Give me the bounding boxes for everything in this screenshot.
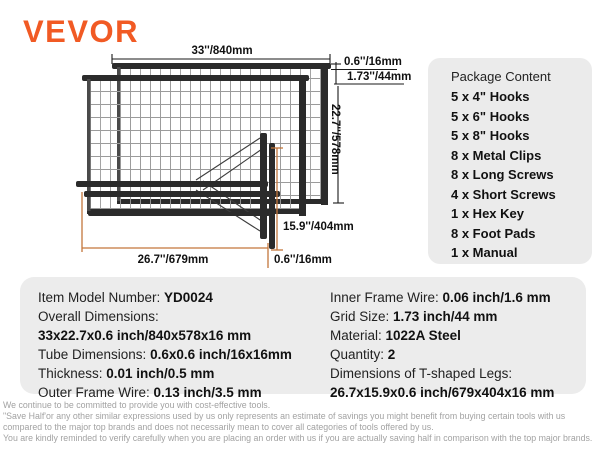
spec-line: 26.7x15.9x0.6 inch/679x404x16 mm: [330, 385, 555, 400]
spec-line: Tube Dimensions: 0.6x0.6 inch/16x16mm: [38, 347, 292, 362]
dim-label-tube-bottom: 0.6''/16mm: [274, 254, 332, 266]
package-item: 1 x Hex Key: [451, 206, 524, 221]
disclaimer-line: You are kindly reminded to verify carefully when you are placing an order with us if you are actually saving half in comparison with the top major brands.: [3, 433, 593, 443]
package-item: 8 x Long Screws: [451, 167, 554, 182]
package-item: 8 x Foot Pads: [451, 225, 536, 241]
specs-column-left: [38, 288, 330, 402]
disclaimer-text: [3, 400, 599, 444]
specifications-box: [20, 277, 586, 400]
spec-line: Material: 1022A Steel: [330, 328, 461, 343]
spec-line: Grid Size: 1.73 inch/44 mm: [330, 309, 498, 324]
dim-label-top-width: 33''/840mm: [191, 45, 253, 57]
spec-line: 33x22.7x0.6 inch/840x578x16 mm: [38, 328, 252, 343]
disclaimer-line: compared to the major top brands and does not necessarily mean to cover all categories of tools offered by us.: [3, 422, 434, 432]
spec-line: Dimensions of T-shaped Legs:: [330, 366, 513, 381]
spec-line: Overall Dimensions:: [38, 309, 159, 324]
spec-line: Inner Frame Wire: 0.06 inch/1.6 mm: [330, 290, 551, 305]
vevor-logo: VEVOR: [23, 13, 140, 50]
disclaimer-line: "Save Half'or any other similar expressions used by us only represents an estimate of savings you might benefit from buying certain tools with us: [3, 411, 566, 421]
dim-label-tube-top: 0.6''/16mm: [344, 56, 402, 68]
package-item: 5 x 8" Hooks: [451, 128, 530, 143]
dim-label-grid-size: 1.73''/44mm: [347, 70, 412, 83]
package-content-box: [428, 58, 592, 264]
package-item: 5 x 4" Hooks: [451, 89, 530, 104]
disclaimer-line: We continue to be committed to provide you with cost-effective tools.: [3, 400, 271, 410]
spec-line: Outer Frame Wire: 0.13 inch/3.5 mm: [38, 385, 262, 400]
package-item: 8 x Metal Clips: [451, 147, 542, 163]
spec-line: Thickness: 0.01 inch/0.5 mm: [38, 366, 215, 381]
spec-line: Quantity: 2: [330, 347, 396, 362]
package-item: 1 x Manual: [451, 245, 518, 260]
dim-label-leg-length: 26.7''/679mm: [137, 254, 209, 266]
spec-line: Item Model Number: YD0024: [38, 290, 213, 305]
package-item: 5 x 6" Hooks: [451, 108, 530, 124]
dim-label-leg-height: 15.9''/404mm: [283, 221, 354, 233]
specs-column-right: [330, 288, 554, 402]
package-item: 4 x Short Screws: [451, 186, 556, 202]
dim-label-panel-height: 22.7''/578mm: [329, 104, 341, 175]
package-content-title: Package Content: [451, 69, 551, 84]
